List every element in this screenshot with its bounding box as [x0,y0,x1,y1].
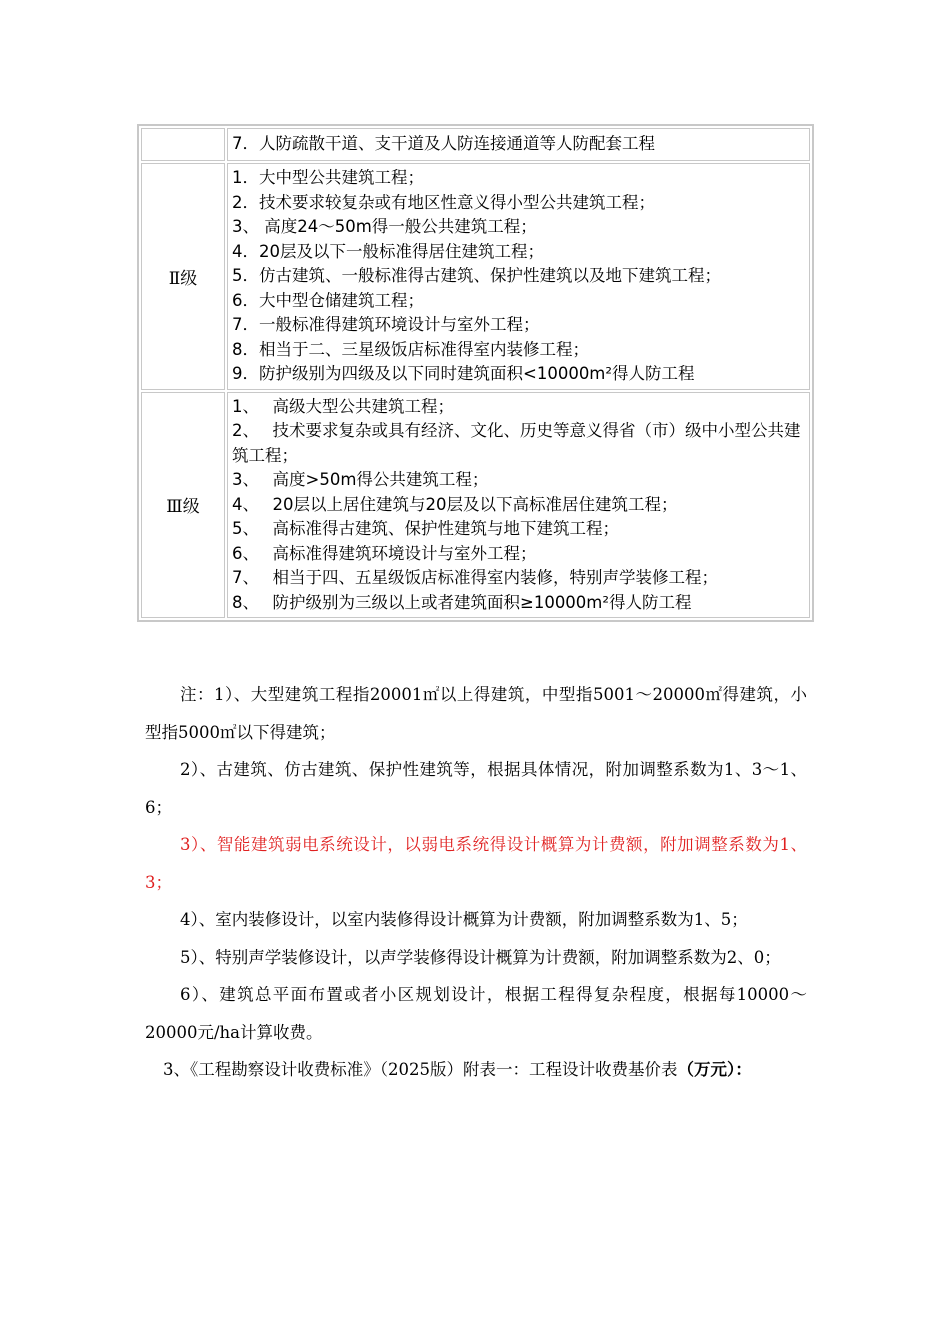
grade-item: 2．技术要求较复杂或有地区性意义得小型公共建筑工程； [232,192,655,212]
grade-item: 8、 防护级别为三级以上或者建筑面积≥10000m²得人防工程 [232,592,692,612]
note-paragraph: 2）、古建筑、仿古建筑、保护性建筑等，根据具体情况，附加调整系数为1、3～1、6； [145,760,807,817]
grade-table [137,124,814,622]
grade-item: 6、 高标准得建筑环境设计与室外工程； [232,543,537,563]
note-paragraph: 5）、特别声学装修设计，以声学装修得设计概算为计费额，附加调整系数为2、0； [180,947,781,967]
grade-item: 7．一般标准得建筑环境设计与室外工程； [232,315,540,334]
section-heading [145,1051,807,1089]
grade-row [141,163,810,390]
grade-item: 8．相当于二、三星级饭店标准得室内装修工程； [232,339,589,359]
note-paragraph: 3）、智能建筑弱电系统设计，以弱电系统得设计概算为计费额，附加调整系数为1、3； [145,835,807,892]
grade-level-cell [141,128,225,161]
grade-item: 5、 高标准得古建筑、保护性建筑与地下建筑工程； [232,519,619,538]
grade-items-cell [227,392,810,619]
section-heading-text: 3、《工程勘察设计收费标准》（2025版）附表一：工程设计收费基价表 [163,1060,678,1079]
section-heading-unit: （万元）： [677,1060,752,1079]
grade-item: 3、 高度24～50m得一般公共建筑工程； [232,217,537,236]
grade-row [141,128,810,161]
grade-row [141,392,810,619]
grade-item: 3、 高度>50m得公共建筑工程； [232,470,489,489]
grade-item: 2、 技术要求复杂或具有经济、文化、历史等意义得省（市）级中小型公共建筑工程； [232,421,801,465]
grade-item: 4、 20层以上居住建筑与20层及以下高标准居住建筑工程； [232,494,678,514]
grade-item: 1、 高级大型公共建筑工程； [232,396,454,416]
grade-item: 4．20层及以下一般标准得居住建筑工程； [232,241,544,261]
note-paragraph: 6）、建筑总平面布置或者小区规划设计，根据工程得复杂程度，根据每10000～20000元/ha计算收费。 [145,985,807,1042]
grade-level-cell: Ⅲ级 [141,392,225,619]
notes-section [145,676,807,1089]
notes-list [145,676,807,1051]
grade-item: 5．仿古建筑、一般标准得古建筑、保护性建筑以及地下建筑工程； [232,266,721,285]
grade-items-cell [227,128,810,161]
grade-item: 1．大中型公共建筑工程； [232,168,424,187]
grade-item: 6．大中型仓储建筑工程； [232,290,424,310]
grade-table-grid [139,126,812,620]
grade-item: 7．人防疏散干道、支干道及人防连接通道等人防配套工程 [232,134,655,154]
note-paragraph: 4）、室内装修设计，以室内装修得设计概算为计费额，附加调整系数为1、5； [180,910,748,929]
grade-item: 7、 相当于四、五星级饭店标准得室内装修，特别声学装修工程； [232,568,718,587]
note-paragraph: 注：1）、大型建筑工程指20001㎡以上得建筑，中型指5001～20000㎡得建筑，小型指5000㎡以下得建筑； [145,685,807,742]
grade-items-cell [227,163,810,390]
grade-item: 9．防护级别为四级及以下同时建筑面积<10000m²得人防工程 [232,364,695,383]
grade-level-cell: Ⅱ级 [141,163,225,390]
